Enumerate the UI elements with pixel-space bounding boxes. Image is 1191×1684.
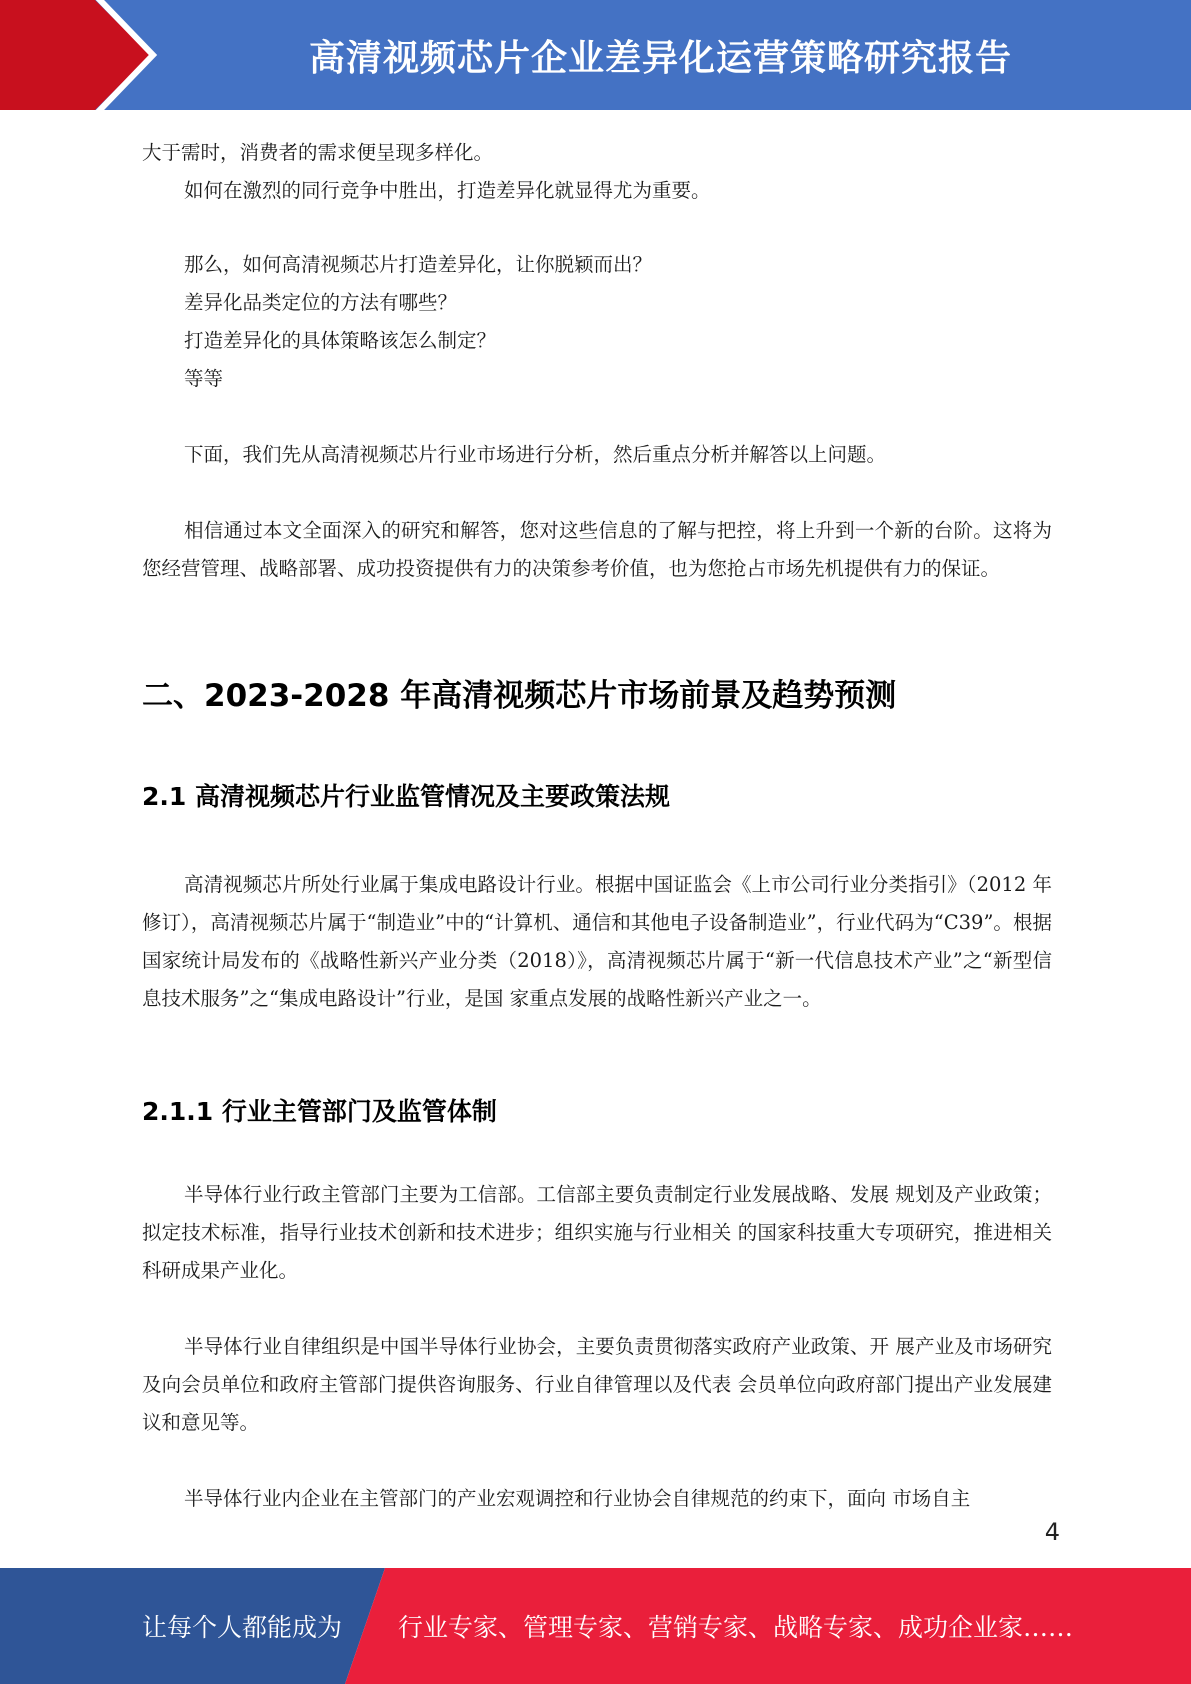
question-4: 等等: [184, 367, 224, 390]
section-2-1-paragraph: 高清视频芯片所处行业属于集成电路设计行业。根据中国证监会《上市公司行业分类指引》（2012 年修订），高清视频芯片属于“制造业”中的“计算机、通信和其他电子设备制造业”，行业代码为“C39”。根据国家统计局发布的《战略性新兴产业分类（2018）》，高清视频芯片属于“新一代信息技术产业”之“新型信息技术服务”之“集成电路设计”行业，是国 家重点发展的战略性新兴产业之一。: [142, 873, 1052, 1010]
analysis-line: 下面，我们先从高清视频芯片行业市场进行分析，然后重点分析并解答以上问题。: [184, 443, 887, 466]
value-paragraph: 相信通过本文全面深入的研究和解答，您对这些信息的了解与把控，将上升到一个新的台阶。这将为您经营管理、战略部署、成功投资提供有力的决策参考价值，也为您抢占市场先机提供有力的保证。: [142, 519, 1052, 580]
header-chevron-decoration: [0, 0, 160, 110]
page-number: 4: [1044, 1518, 1060, 1546]
report-title: 高清视频芯片企业差异化运营策略研究报告: [308, 37, 1012, 79]
enterprise-paragraph: 半导体行业内企业在主管部门的产业宏观调控和行业协会自律规范的约束下，面向 市场自主: [184, 1487, 971, 1510]
footer-slogan-right: 行业专家、管理专家、营销专家、战略专家、成功企业家……: [398, 1613, 1074, 1642]
section-2-1-1-heading: 2.1.1 行业主管部门及监管体制: [142, 1097, 497, 1126]
question-2: 差异化品类定位的方法有哪些？: [184, 291, 458, 314]
section-2-heading: 二、2023-2028 年高清视频芯片市场前景及趋势预测: [142, 678, 897, 714]
page-footer: [0, 1568, 1191, 1684]
compete-line: 如何在激烈的同行竞争中胜出，打造差异化就显得尤为重要。: [184, 179, 711, 202]
section-2-1-heading: 2.1 高清视频芯片行业监管情况及主要政策法规: [142, 782, 670, 811]
regulator-paragraph: 半导体行业行政主管部门主要为工信部。工信部主要负责制定行业发展战略、发展 规划及产业政策；拟定技术标准，指导行业技术创新和技术进步；组织实施与行业相关 的国家科技重大专项研究，推进相关科研成果产业化。: [142, 1183, 1052, 1282]
question-3: 打造差异化的具体策略该怎么制定？: [184, 329, 497, 352]
question-1: 那么，如何高清视频芯片打造差异化，让你脱颖而出？: [184, 253, 653, 276]
association-paragraph: 半导体行业自律组织是中国半导体行业协会，主要负责贯彻落实政府产业政策、开 展产业及市场研究及向会员单位和政府主管部门提供咨询服务、行业自律管理以及代表 会员单位向政府部门提出产业发展建议和意见等。: [142, 1335, 1052, 1434]
page-header: [0, 0, 1191, 110]
intro-line: 大于需时，消费者的需求便呈现多样化。: [142, 141, 494, 164]
footer-slogan-left: 让每个人都能成为: [142, 1613, 343, 1642]
